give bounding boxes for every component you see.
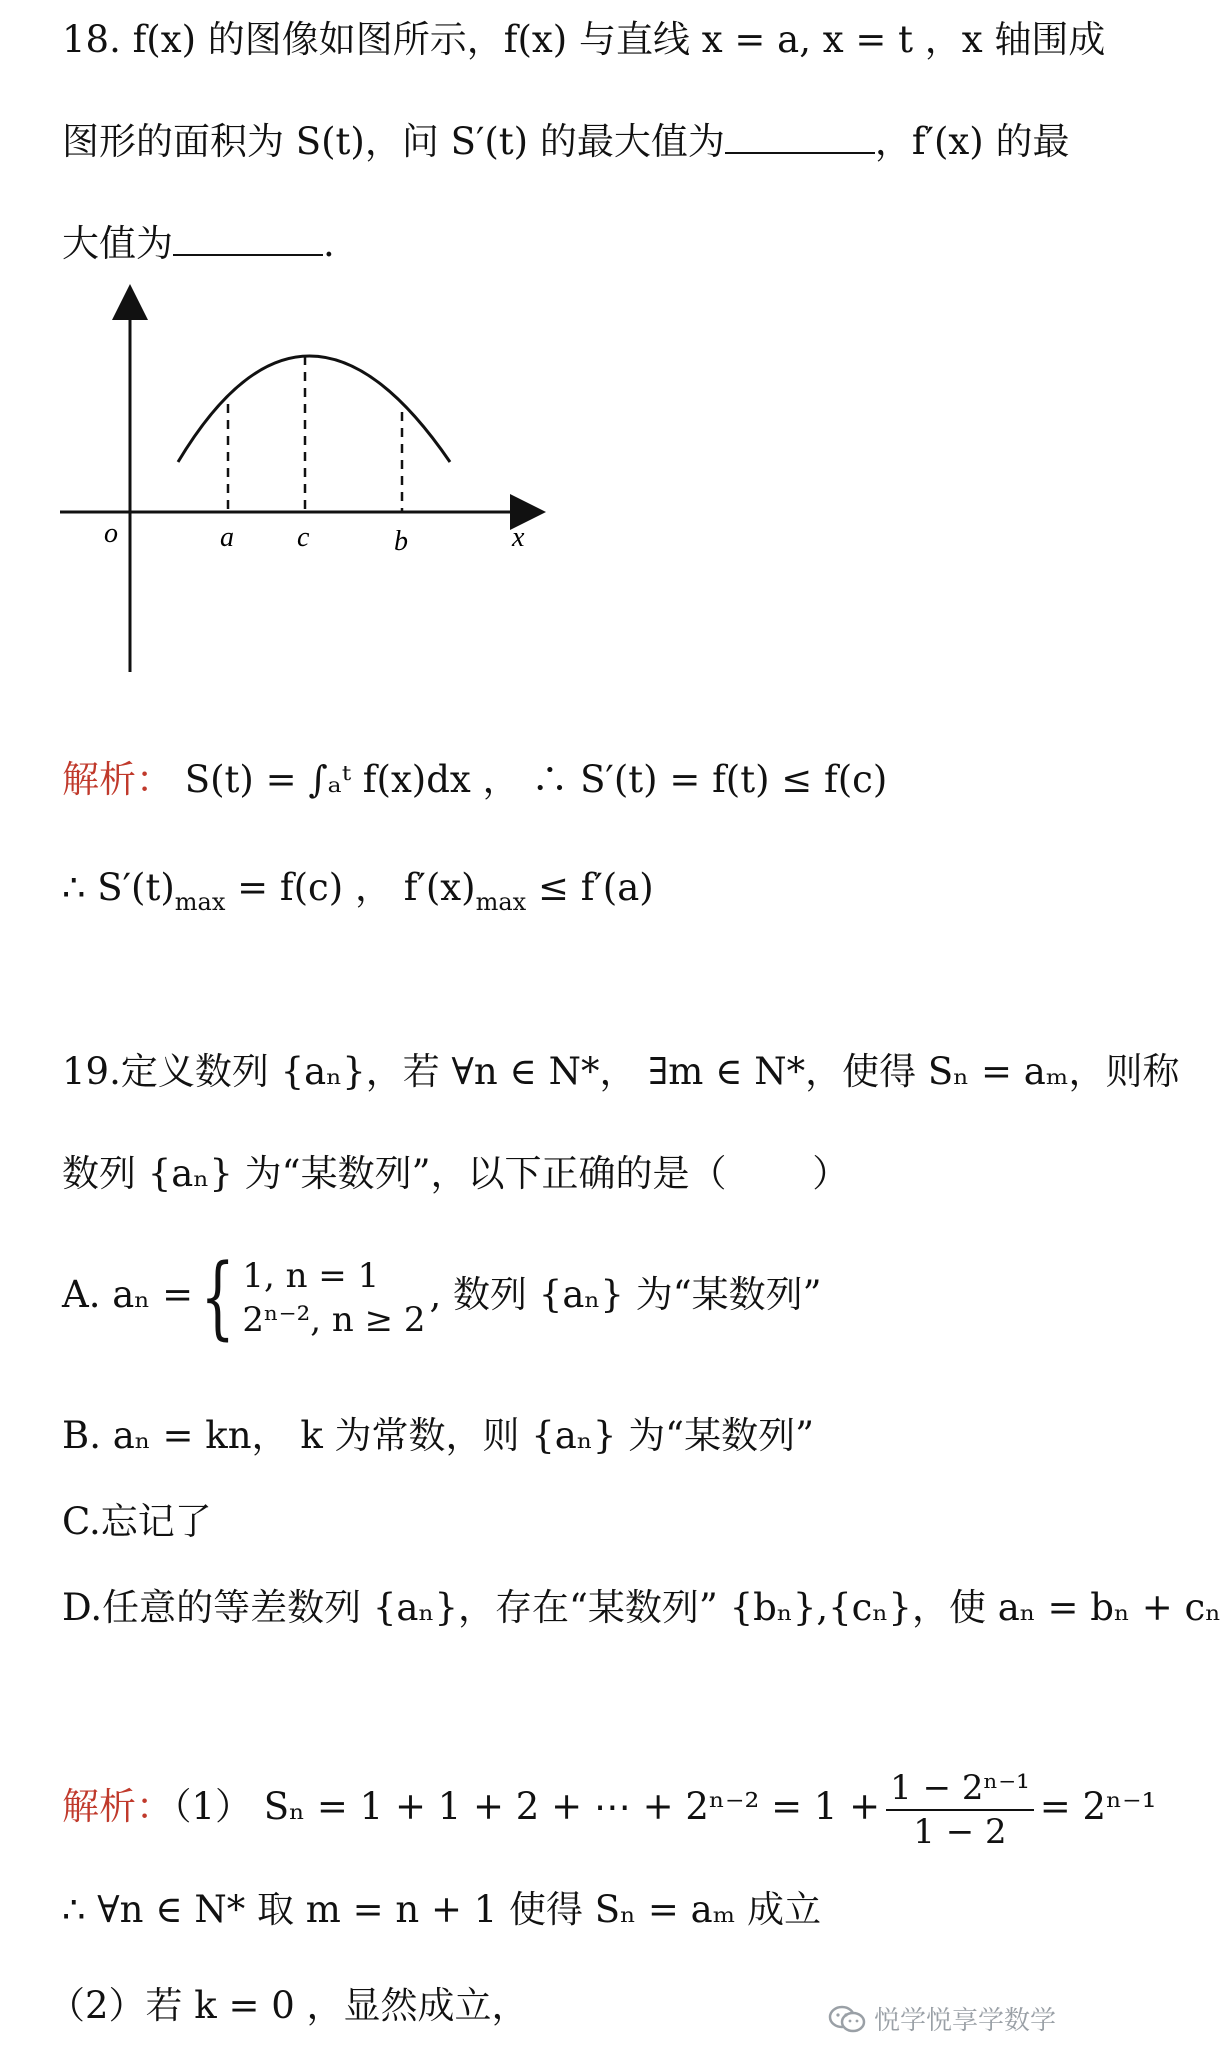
q18-line3-pre: 大值为 xyxy=(62,222,173,265)
q18-line2 xyxy=(62,118,1069,166)
q19-sol1-post: = 2ⁿ⁻¹ xyxy=(1039,1785,1157,1828)
q19-option-b: B. aₙ = kn， k 为常数，则 {aₙ} 为“某数列” xyxy=(62,1414,814,1457)
optA-tail: , 数列 {aₙ} 为“某数列” xyxy=(429,1273,822,1316)
q18-sol1-text: S(t) = ∫ₐᵗ f(x)dx ， ∴ S′(t) = f(t) ≤ f(c) xyxy=(184,758,888,801)
label-c: c xyxy=(297,522,310,553)
q19-option-c: C.忘记了 xyxy=(62,1500,212,1543)
fraction-numerator: 1 − 2ⁿ⁻¹ xyxy=(886,1767,1034,1811)
solution-label-19: 解析： xyxy=(62,1785,173,1828)
q18-sol2-a: ∴ S′(t) xyxy=(62,866,175,909)
wechat-icon xyxy=(828,2004,866,2034)
function-graph xyxy=(50,290,550,680)
q19-solution-3: （2）若 k = 0 ，显然成立， xyxy=(48,1984,529,2027)
q18-line1: 18. f(x) 的图像如图所示，f(x) 与直线 x = a, x = t ，x 轴围成 xyxy=(62,18,1106,61)
watermark-text: 悦学悦享学数学 xyxy=(873,2006,1056,2036)
q18-sol2-max1: max xyxy=(174,888,226,916)
label-b: b xyxy=(394,526,408,557)
curve xyxy=(178,356,450,462)
fraction-denominator: 1 − 2 xyxy=(913,1811,1007,1852)
optA-cases xyxy=(242,1254,425,1342)
label-origin: o xyxy=(104,518,118,549)
optA-case2: 2ⁿ⁻², n ≥ 2 xyxy=(242,1299,426,1340)
q18-sol2-c: = f(c) ， f′(x) xyxy=(225,866,476,909)
q18-line3 xyxy=(62,220,335,268)
q19-option-d: D.任意的等差数列 {aₙ}，存在“某数列” {bₙ},{cₙ}，使 aₙ = bₙ + cₙ xyxy=(62,1586,1221,1629)
q18-line2-pre: 图形的面积为 S(t)，问 S′(t) 的最大值为 xyxy=(62,120,725,163)
optA-label: A. aₙ = xyxy=(62,1273,194,1316)
q19-fraction xyxy=(886,1767,1034,1853)
q19-solution-1 xyxy=(62,1762,1156,1853)
label-x: x xyxy=(512,522,525,553)
answer-blank-1 xyxy=(725,122,875,154)
q19-line1: 19.定义数列 {aₙ}，若 ∀n ∈ N*， ∃m ∈ N*，使得 Sₙ = aₘ，则称 xyxy=(62,1050,1180,1093)
q19-line2: 数列 {aₙ} 为“某数列”，以下正确的是（ ） xyxy=(62,1152,850,1195)
answer-blank-2 xyxy=(173,224,323,256)
optA-case1: 1, n = 1 xyxy=(242,1255,380,1296)
q19-solution-2: ∴ ∀n ∈ N* 取 m = n + 1 使得 Sₙ = aₘ 成立 xyxy=(62,1888,822,1931)
q19-sol1-pre: （1） Sₙ = 1 + 1 + 2 + ⋯ + 2ⁿ⁻² = 1 + xyxy=(173,1785,881,1828)
watermark xyxy=(828,2000,1056,2037)
q18-solution-2 xyxy=(62,864,654,926)
q18-sol2-e: ≤ f′(a) xyxy=(526,866,654,909)
q18-line2-post: ，f′(x) 的最 xyxy=(874,120,1070,163)
q18-solution-1 xyxy=(62,756,887,804)
q19-option-a xyxy=(62,1240,822,1350)
cases-brace: { xyxy=(200,1244,235,1350)
q18-line3-post: . xyxy=(323,222,335,265)
solution-label-18: 解析： xyxy=(62,758,173,801)
label-a: a xyxy=(220,522,234,553)
q18-sol2-max2: max xyxy=(475,888,527,916)
